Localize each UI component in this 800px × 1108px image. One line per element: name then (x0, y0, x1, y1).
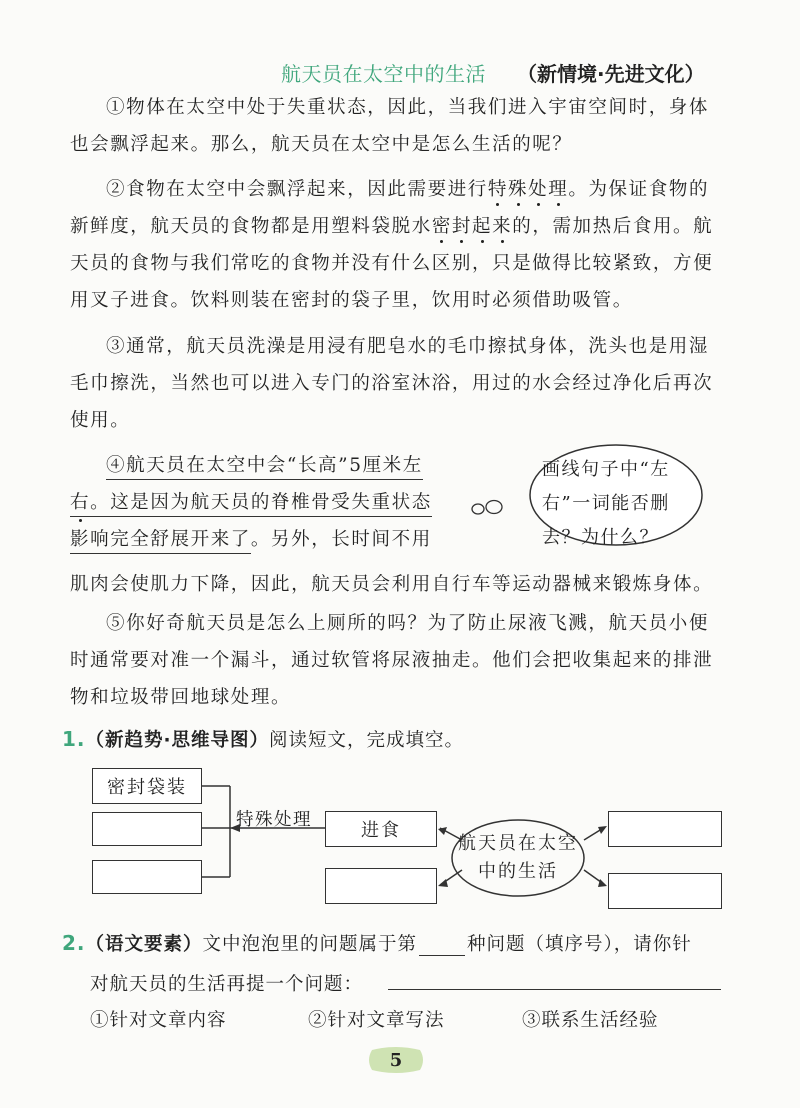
option-1: ①针对文章内容 (90, 1010, 227, 1031)
bubble-question: 画线句子中“左右”一词能否删去？为什么？ (542, 459, 670, 548)
mindmap-blank-1[interactable] (92, 812, 202, 846)
question-2-line2: 对航天员的生活再提一个问题： (90, 974, 364, 995)
article-tag: （新情境·先进文化） (517, 62, 705, 86)
paragraph-4-underlined: ④航天员在太空中会“长高”5厘米左 右。这是因为航天员的脊椎骨受失重状态 影响完全舒展开来了。另外，长时间不用 (70, 447, 470, 558)
paragraph-3: ③通常，航天员洗澡是用浸有肥皂水的毛巾擦拭身体，洗头也是用湿毛巾擦洗，当然也可以进入专门的浴室沐浴，用过的水会经过净化后再次使用。 (70, 336, 714, 431)
mindmap-blank-2[interactable] (92, 860, 202, 894)
answer-blank-question[interactable] (388, 989, 721, 990)
mindmap-box-eating: 进食 (325, 811, 437, 847)
question-1: 1.（新趋势·思维导图）阅读短文，完成填空。 (62, 727, 465, 751)
mindmap-arrow-label: 特殊处理 (236, 810, 312, 830)
mindmap-blank-5[interactable] (608, 873, 722, 909)
answer-blank-type[interactable] (419, 935, 465, 956)
mindmap-blank-4[interactable] (608, 811, 722, 847)
question-2: 2.（语文要素）文中泡泡里的问题属于第 种问题（填序号），请你针 (62, 931, 692, 955)
dotted-phrase-sealed: 密封起来 (431, 216, 513, 237)
mindmap-box-sealed-bag: 密封袋装 (92, 768, 202, 804)
mindmap-center: 航天员在太空中的生活 (458, 833, 578, 882)
paragraph-2: ②食物在太空中会飘浮起来，因此需要进行特殊处理。为保证食物的新鲜度，航天员的食物都是用塑料袋脱水密封起来的，需加热后食用。航天员的食物与我们常吃的食物并没有什么区别，只是做得比较紧致，方便用叉子进食。饮料则装在密封的袋子里，饮用时必须借助吸管。 (70, 179, 714, 311)
paragraph-4-end: 肌肉会使肌力下降，因此，航天员会利用自行车等运动器械来锻炼身体。 (70, 574, 714, 595)
article-title: 航天员在太空中的生活 (281, 62, 486, 86)
mindmap-blank-3[interactable] (325, 868, 437, 904)
page-number: 5 (366, 1046, 426, 1074)
paragraph-5: ⑤你好奇航天员是怎么上厕所的吗？为了防止尿液飞溅，航天员小便时通常要对准一个漏斗，通过软管将尿液抽走。他们会把收集起来的排泄物和垃圾带回地球处理。 (70, 613, 714, 708)
dotted-phrase-special-treatment: 特殊处理 (487, 179, 569, 200)
option-3: ③联系生活经验 (522, 1010, 659, 1031)
option-2: ②针对文章写法 (308, 1010, 445, 1031)
paragraph-1: ①物体在太空中处于失重状态，因此，当我们进入宇宙空间时，身体也会飘浮起来。那么，航天员在太空中是怎么生活的呢？ (70, 97, 710, 155)
